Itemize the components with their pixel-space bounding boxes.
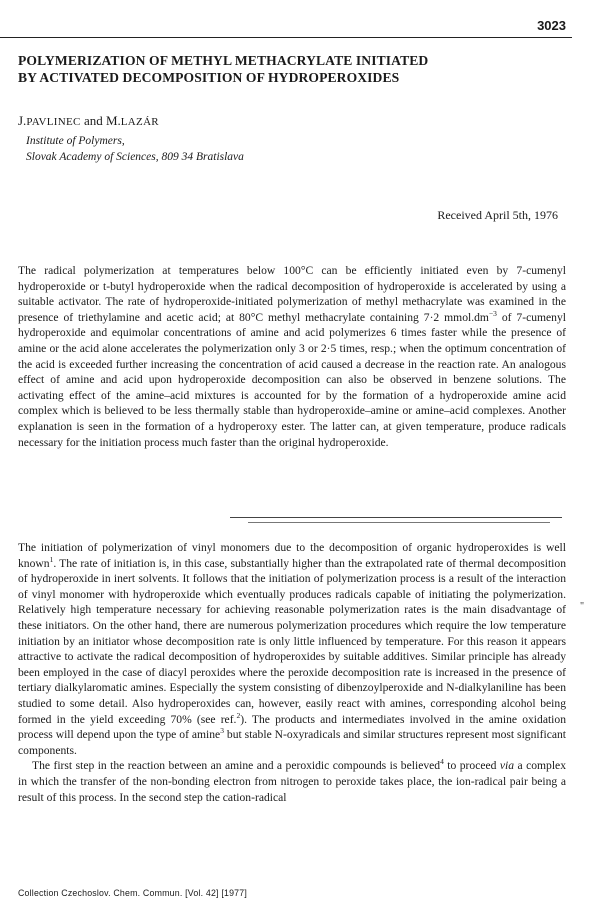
body-p2-text-b: to proceed: [443, 759, 500, 773]
affiliation-line-1: Institute of Polymers,: [26, 135, 125, 147]
received-date: Received April 5th, 1976: [437, 208, 558, 222]
abstract-rule-secondary: [248, 522, 550, 523]
author-1-name: PAVLINEC: [26, 116, 81, 128]
author-2-initial: M.: [105, 113, 121, 128]
body-p1-text-a: The initiation of polymerization of vinyl monomers due to the decomposition of organic hydroperoxides is well known: [18, 541, 566, 570]
author-1-initial: J.: [18, 113, 27, 128]
journal-footer: Collection Czechoslov. Chem. Commun. [Vol. 42] [1977]: [18, 888, 247, 898]
author-list: [18, 113, 159, 129]
affiliation-line-2: Slovak Academy of Sciences, 809 34 Bratislava: [26, 150, 244, 163]
body-p1-text-b: . The rate of initiation is, in this case, substantially higher than the extrapolated rate of thermal decomposition of hydroperoxide in inert solvents. It follows that the initiation of polymerization process is a result of the interaction of vinyl monomer with hydroperoxide which eventually produces radicals capable of initiating the polymerization. Relatively high temperature necessary for achieving reasonable polymerization rates is the main disadvantage of these initiators. On the other hand, there are numerous polymerization procedures which require the low temperature initiation by an initiator whose decomposition rate is only little influenced by temperature. For this reason it appears attractive to activate the radical decomposition of hydroperoxides by suitable additives. Similar principle has already been employed in the case of diacyl peroxides where the peroxide decomposition rate is increased in the presence of tertiary dialkylaromatic amines. Especially the system consisting of dibenzoylperoxide and N-dialkylaniline has been studied to some detail. Also hydroperoxides can, however, easily react with amines, corresponding alcohol being formed in the yield exceeding 70% (see ref.: [18, 556, 566, 726]
reference-mark-4: 4: [440, 757, 444, 767]
title-line-2: BY ACTIVATED DECOMPOSITION OF HYDROPEROXIDES: [18, 70, 400, 85]
abstract-superscript: −3: [488, 308, 497, 318]
reference-mark-3: 3: [220, 726, 224, 736]
header-rule: [0, 37, 572, 38]
reference-mark-2: 2: [236, 710, 241, 720]
page-number: 3023: [537, 18, 566, 33]
author-conjunction: and: [80, 113, 106, 128]
reference-mark-1: 1: [49, 554, 54, 564]
margin-mark: ": [580, 601, 585, 612]
body-p1-text-d: but stable N-oxyradicals and similar structures represent most significant components.: [18, 728, 567, 757]
abstract-rule: [230, 517, 562, 518]
abstract-text-2: of 7-cumenyl hydroperoxide and equimolar concentrations of amine and acid polymerizes 6 times faster while the presence of amine or the acid alone accelerates the polymerization only 3 or 2·5 times, resp.; when the optimum concentration of the acid is exceeded further increasing the concentration of acid caused a decrease in the reaction rate. An analogous effect of amine and acid upon hydroperoxide decomposition can also be observed in benzene solutions. The activating effect of the amine–acid mixtures is accounted for by the formation of a hydroperoxide amine acid complex which is believed to be less thermally stable than hydroperoxide–amine or amine–acid complexes. Another explanation is seen in the formation of a hydroperoxy ester. The latter can, at given temperature, produce radicals necessary for the initiation process much faster than the original hydroperoxide.: [18, 310, 566, 449]
body-p2-text-a: The first step in the reaction between an amine and a peroxidic compounds is believed: [32, 759, 441, 773]
title-line-1: POLYMERIZATION OF METHYL METHACRYLATE INITIATED: [18, 53, 429, 68]
body-p2-italic-via: via: [499, 759, 515, 773]
body-p2-text-c: a complex in which the transfer of the non-bonding electron from nitrogen to peroxide takes place, the ion-radical pair being a result of this process. In the second step the cation-radical: [18, 759, 566, 804]
abstract-text-1: The radical polymerization at temperatures below 100°C can be efficiently initiated even by 7-cumenyl hydroperoxide or t-butyl hydroperoxide when the radical decomposition of hydroperoxide is accelerated by using a suitable activator. The rate of hydroperoxide-initiated polymerization of methyl methacrylate was examined in the presence of triethylamine and acetic acid; at 80°C methyl methacrylate containing 7·2 mmol.dm: [18, 264, 566, 324]
body-paragraph-2: [18, 758, 566, 805]
body-paragraph-1: [18, 540, 566, 758]
article-title: [18, 52, 558, 86]
body-text: [18, 540, 566, 805]
affiliation: [26, 134, 244, 165]
body-p1-text-c: ). The products and intermediates involved in the amine oxidation process will depend upon the type of amine: [18, 712, 567, 742]
abstract: [18, 263, 566, 450]
author-2-name: LAZÁR: [120, 116, 159, 128]
